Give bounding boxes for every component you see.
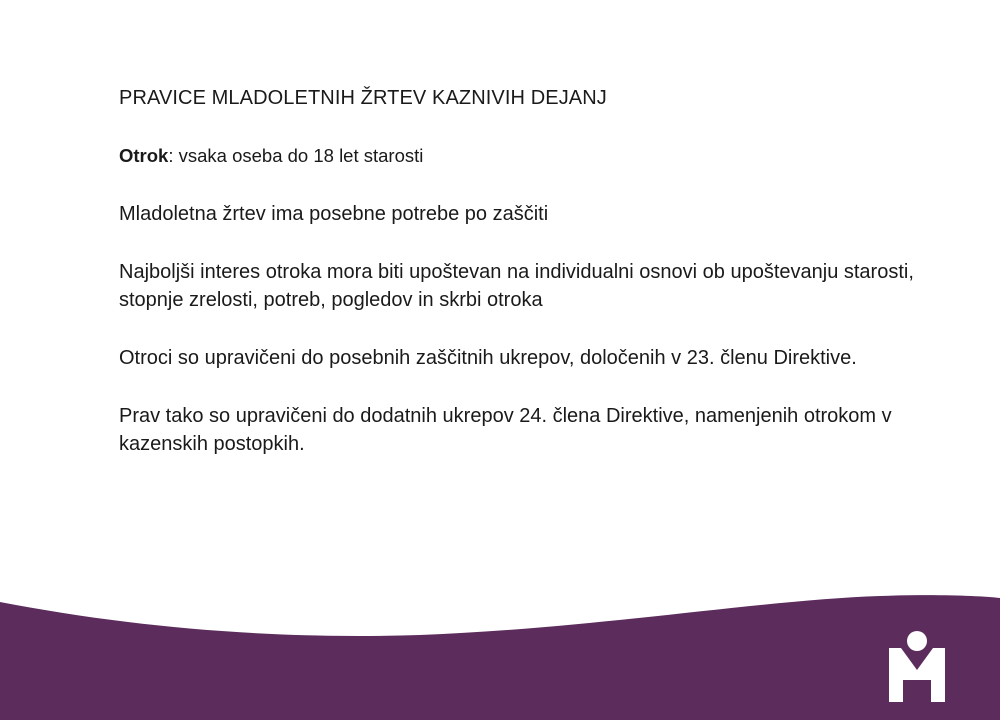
paragraph-best-interest: Najboljši interes otroka mora biti upoštevan na individualni osnovi ob upoštevanju starosti, stopnje zrelosti, potreb, pogledov in skrbi otroka	[119, 261, 914, 311]
paragraph-article-24: Prav tako so upravičeni do dodatnih ukrepov 24. člena Direktive, namenjenih otrokom v kazenskih postopkih.	[119, 405, 892, 455]
definition-paragraph	[119, 142, 969, 170]
slide-content	[119, 84, 969, 488]
definition-term: Otrok	[119, 145, 169, 166]
person-logo-icon	[887, 630, 947, 702]
paragraph-article-23: Otroci so upravičeni do posebnih zaščitnih ukrepov, določenih v 23. členu Direktive.	[119, 347, 857, 369]
slide-title: PRAVICE MLADOLETNIH ŽRTEV KAZNIVIH DEJANJ	[119, 87, 607, 109]
paragraph-special-needs: Mladoletna žrtev ima posebne potrebe po zaščiti	[119, 203, 549, 225]
definition-text: : vsaka oseba do 18 let starosti	[168, 145, 424, 166]
